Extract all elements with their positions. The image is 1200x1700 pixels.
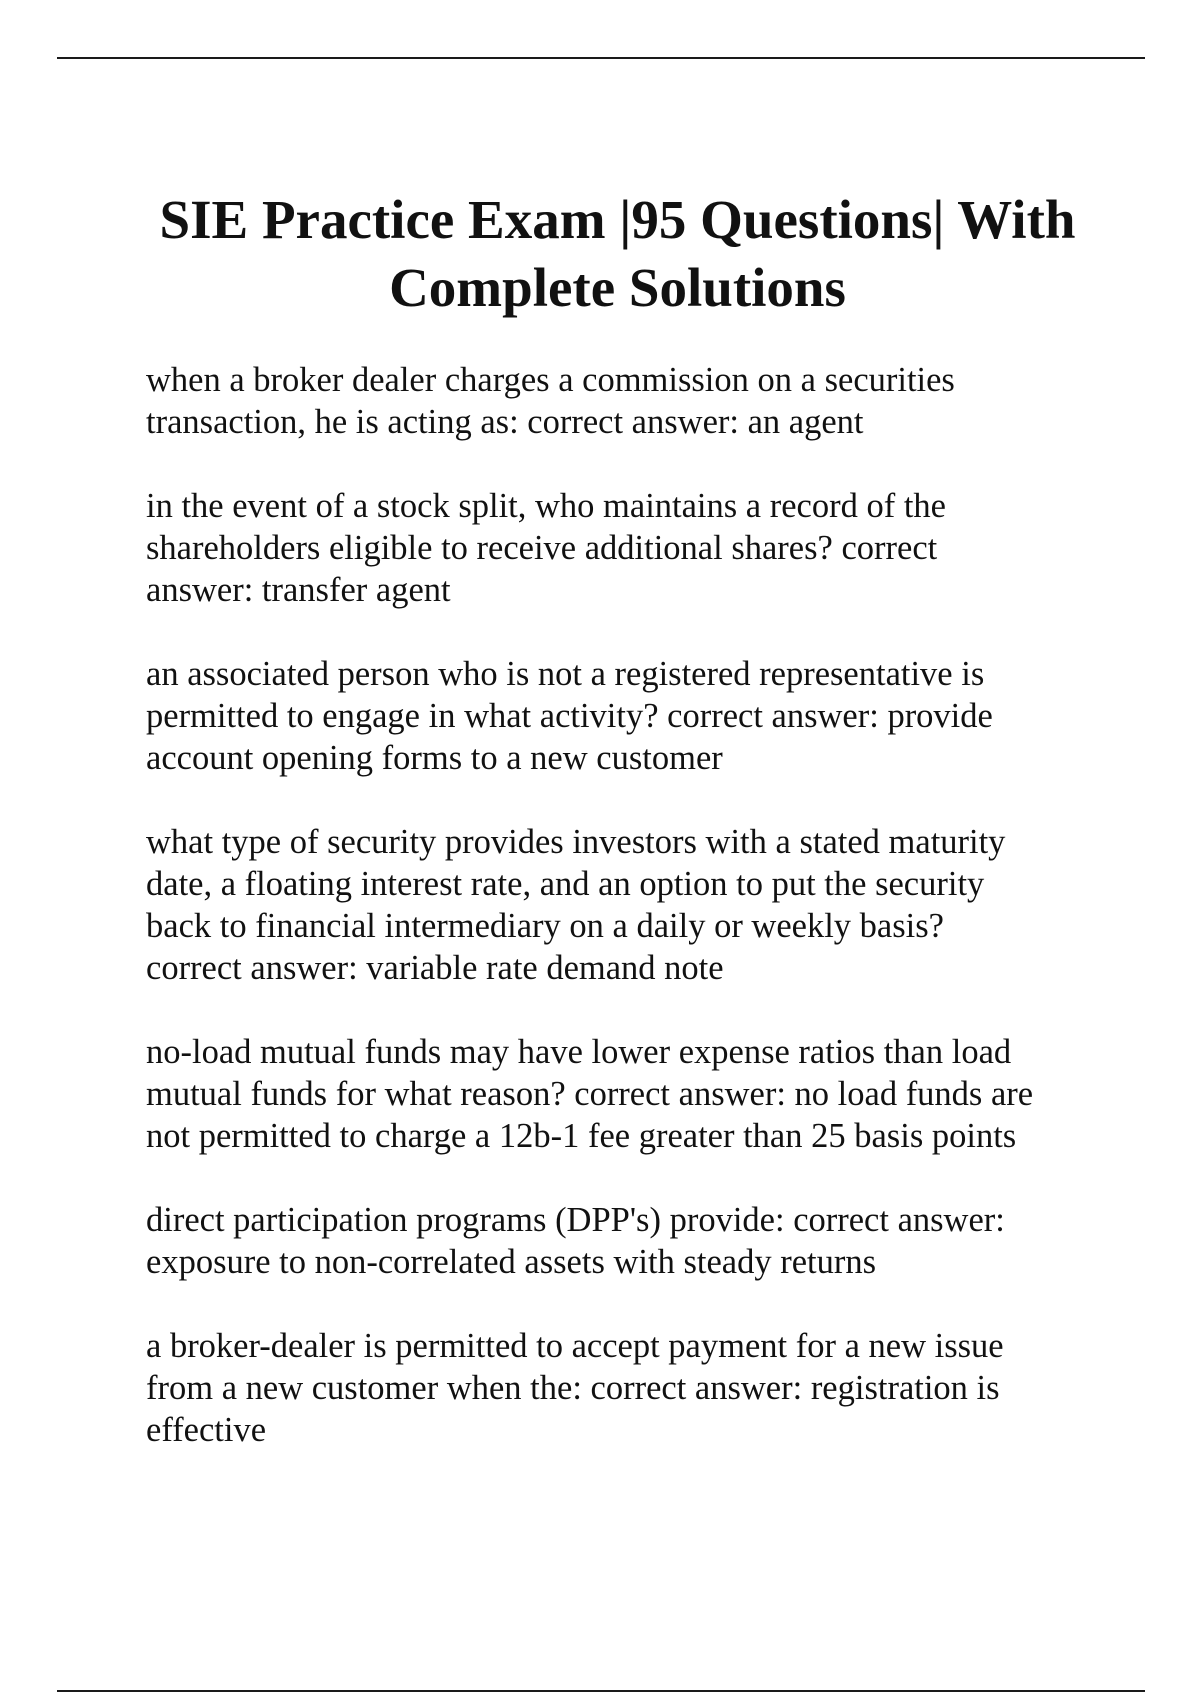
question-item: in the event of a stock split, who maintains a record of the shareholders eligible to receive additional shares? correct answer: transfer agent bbox=[146, 487, 946, 609]
header-rule bbox=[57, 57, 1145, 59]
question-item: an associated person who is not a registered representative is permitted to engage in what activity? correct answer: provide account opening forms to a new customer bbox=[146, 655, 993, 777]
question-item: when a broker dealer charges a commission on a securities transaction, he is acting as: correct answer: an agent bbox=[146, 361, 955, 441]
page-title: SIE Practice Exam |95 Questions| With Complete Solutions bbox=[159, 189, 1076, 318]
question-item: what type of security provides investors with a stated maturity date, a floating interest rate, and an option to put the security back to financial intermediary on a daily or weekly basis? correct answer: variable rate demand note bbox=[146, 823, 1006, 987]
footer-rule bbox=[57, 1690, 1145, 1692]
question-item: a broker-dealer is permitted to accept payment for a new issue from a new customer when the: correct answer: registration is effective bbox=[146, 1327, 1004, 1449]
question-item: direct participation programs (DPP's) provide: correct answer: exposure to non-correlated assets with steady returns bbox=[146, 1201, 1005, 1281]
question-item: no-load mutual funds may have lower expense ratios than load mutual funds for what reason? correct answer: no load funds are not permitted to charge a 12b-1 fee greater than 25 basis points bbox=[146, 1033, 1034, 1155]
question-list bbox=[146, 359, 1116, 1493]
